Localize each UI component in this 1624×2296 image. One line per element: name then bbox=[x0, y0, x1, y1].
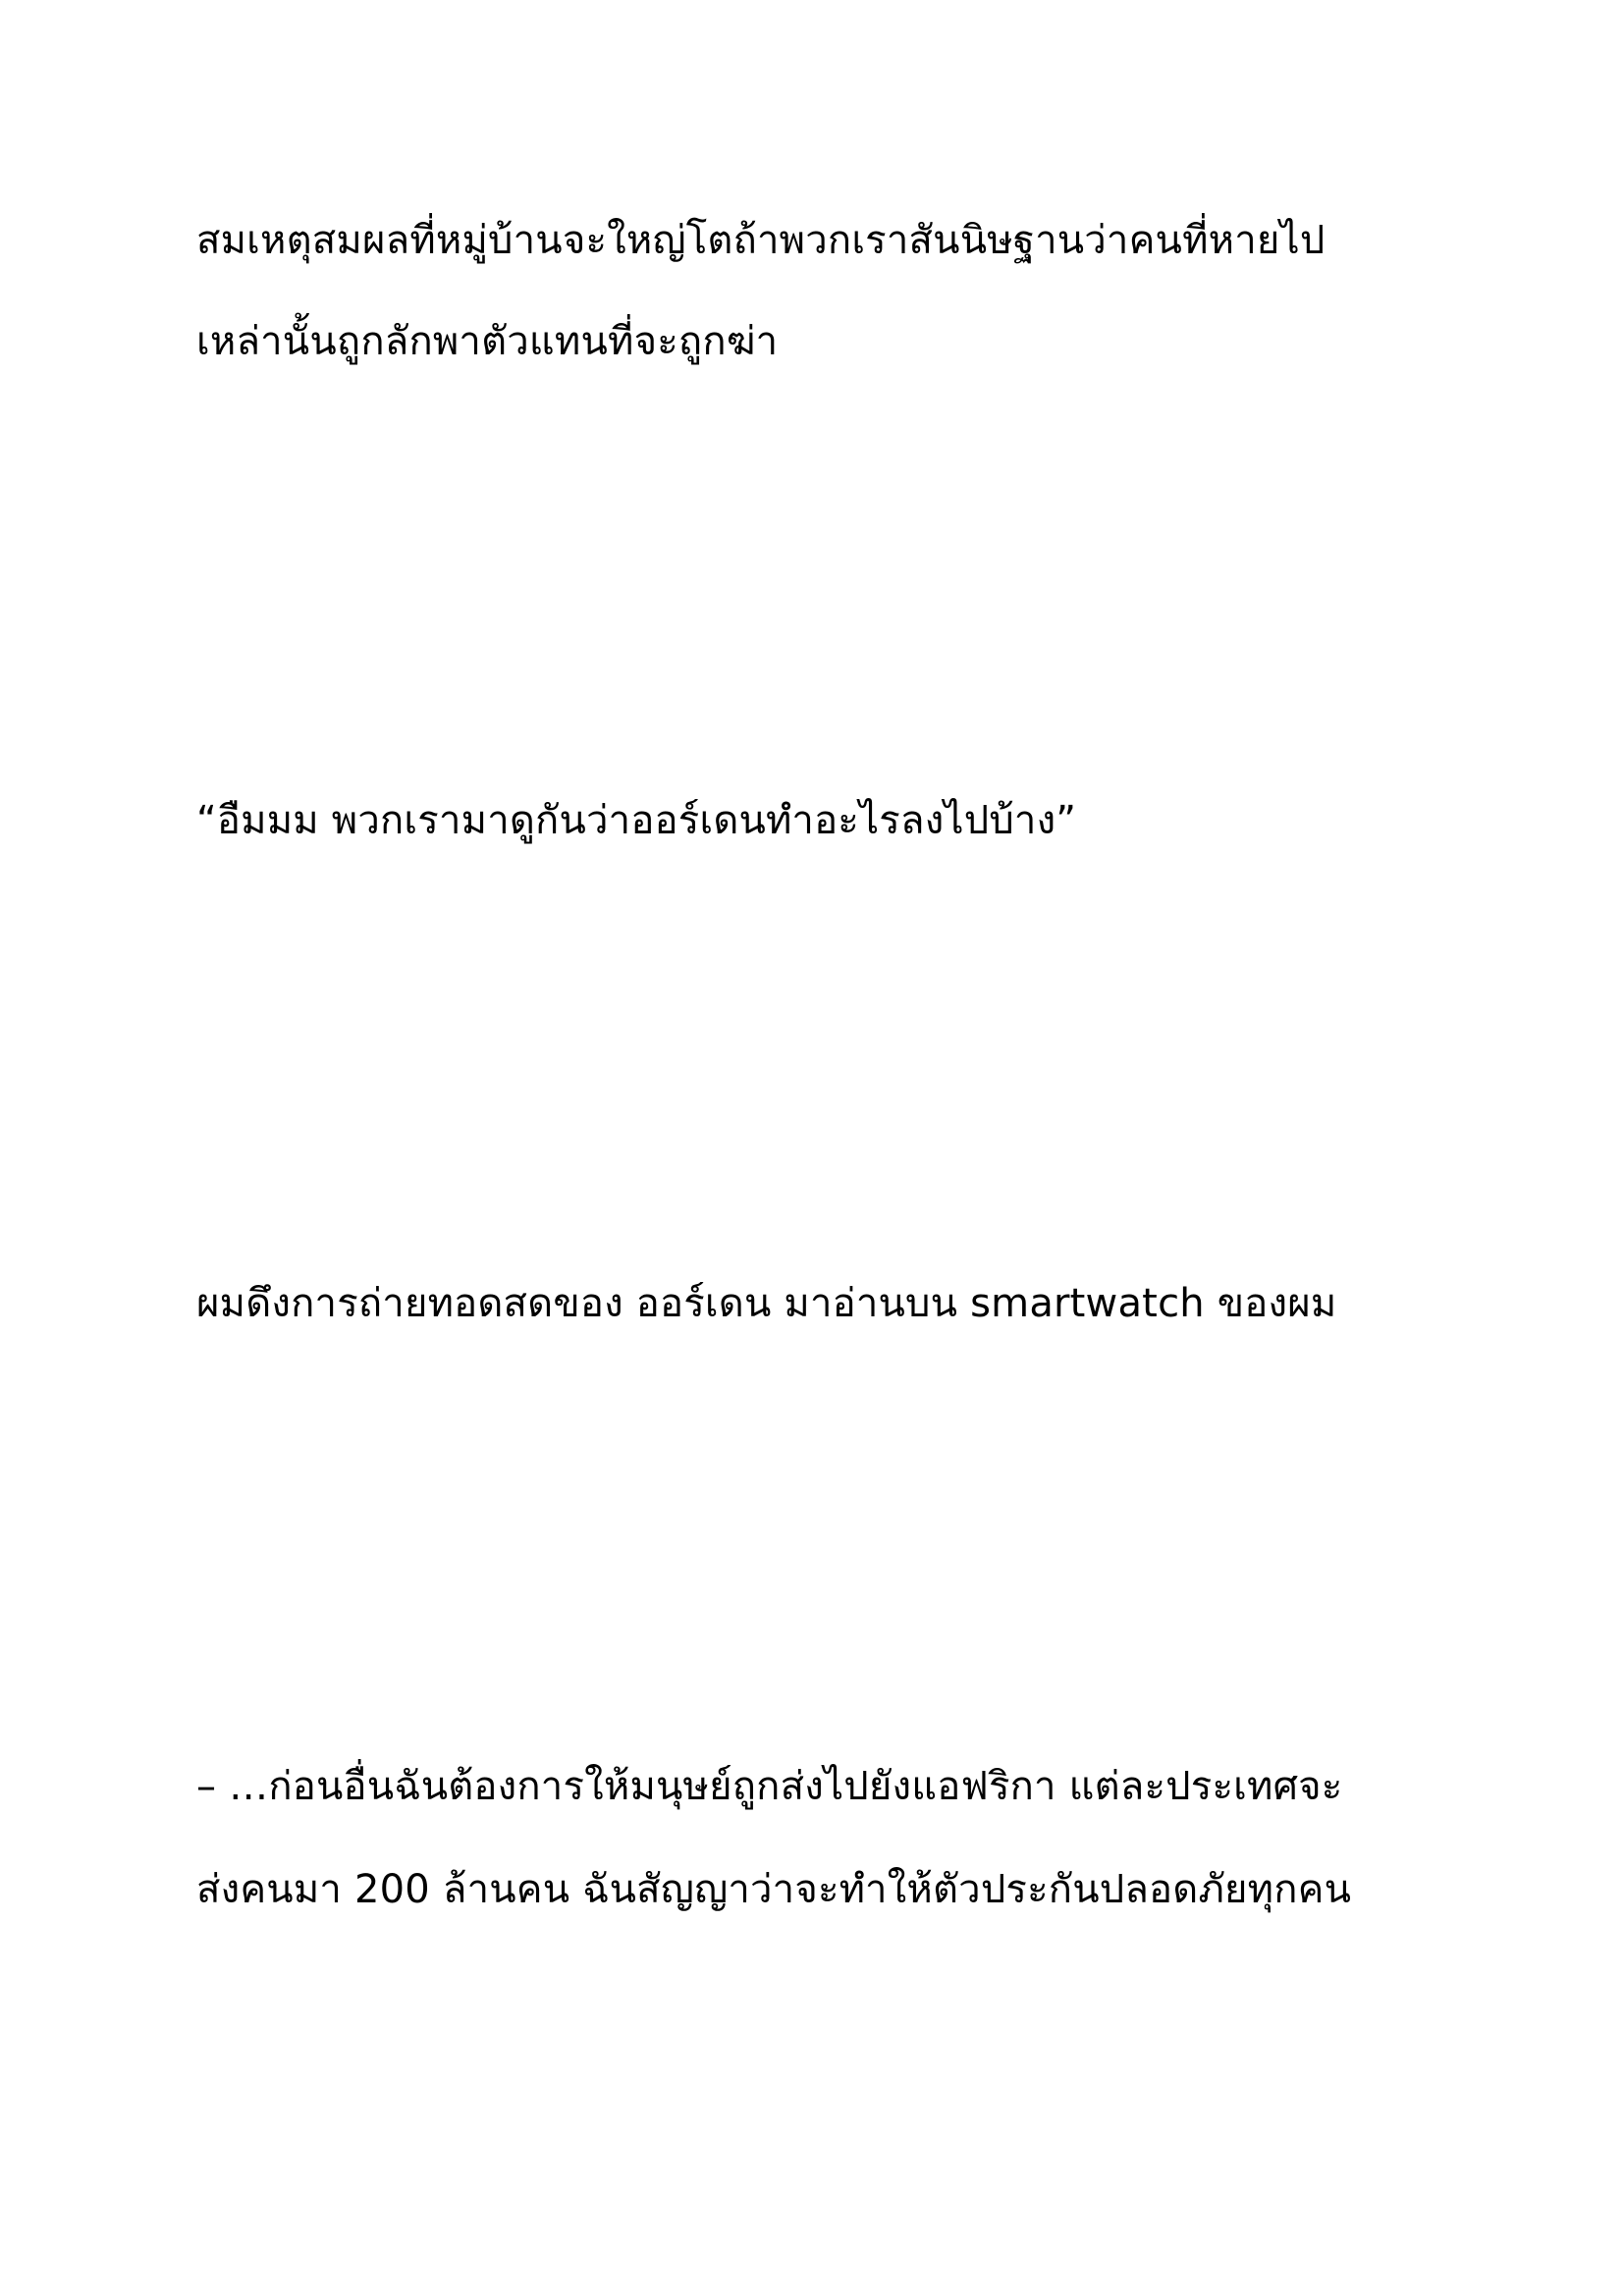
paragraph-3-line-1: ผมดึงการถ่ายทอดสดของ ออร์เดน มาอ่านบน smartwatch ของผม bbox=[196, 1281, 1337, 1326]
paragraph-4-line-1: – …ก่อนอื่นฉันต้องการให้มนุษย์ถูกส่งไปยังแอฟริกา แต่ละประเทศจะ bbox=[196, 1764, 1343, 1809]
paragraph-1-line-2: เหล่านั้นถูกลักพาตัวแทนที่จะถูกฆ่า bbox=[196, 319, 779, 364]
paragraph-1-line-1: สมเหตุสมผลที่หมู่บ้านจะใหญ่โตถ้าพวกเราสันนิษฐานว่าคนที่หายไป bbox=[196, 218, 1326, 263]
paragraph-2-line-1: “อืมมม พวกเรามาดูกันว่าออร์เดนทำอะไรลงไปบ้าง” bbox=[196, 798, 1077, 843]
paragraph-4-line-2: ส่งคนมา 200 ล้านคน ฉันสัญญาว่าจะทำให้ตัวประกันปลอดภัยทุกคน bbox=[196, 1867, 1352, 1912]
